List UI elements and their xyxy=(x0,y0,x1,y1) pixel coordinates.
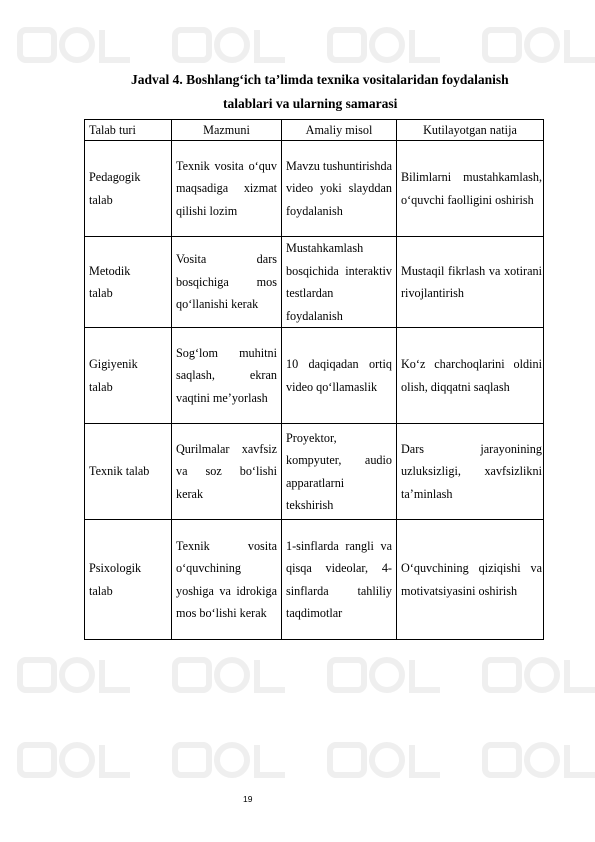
cell-result: Mustaqil fikrlash va xotirani rivojlantirish xyxy=(397,237,544,328)
cell-example: 10 daqiqadan ortiq video qo‘llamaslik xyxy=(282,328,397,424)
table-row xyxy=(85,237,544,328)
cell-result: Bilimlarni mustahkamlash, o‘quvchi faolligini oshirish xyxy=(397,141,544,237)
cell-content: Sog‘lom muhitni saqlash, ekran vaqtini me’yorlash xyxy=(172,328,282,424)
requirements-table xyxy=(84,119,544,640)
column-header-content: Mazmuni xyxy=(172,120,282,141)
cell-type: Gigiyenik talab xyxy=(85,328,172,424)
cell-result: Ko‘z charchoqlarini oldini olish, diqqatni saqlash xyxy=(397,328,544,424)
cell-content: Qurilmalar xavfsiz va soz bo‘lishi kerak xyxy=(172,424,282,520)
cell-type: Metodik talab xyxy=(85,237,172,328)
table-row xyxy=(85,520,544,640)
cell-type: Texnik talab xyxy=(85,424,172,520)
cell-content: Vosita dars bosqichiga mos qo‘llanishi kerak xyxy=(172,237,282,328)
cell-type: Pedagogik talab xyxy=(85,141,172,237)
cell-content: Texnik vosita o‘quvchining yoshiga va idrokiga mos bo‘lishi kerak xyxy=(172,520,282,640)
cell-example: Mustahkamlash bosqichida interaktiv testlardan foydalanish xyxy=(282,237,397,328)
column-header-example: Amaliy misol xyxy=(282,120,397,141)
cell-example: Proyektor, kompyuter, audio apparatlarni tekshirish xyxy=(282,424,397,520)
table-row xyxy=(85,424,544,520)
page-number: 19 xyxy=(243,794,253,804)
table-title-line-2: talablari va ularning samarasi xyxy=(223,96,398,111)
table-header-row xyxy=(85,120,544,141)
cell-content: Texnik vosita o‘quv maqsadiga xizmat qilishi lozim xyxy=(172,141,282,237)
table-row xyxy=(85,328,544,424)
cell-result: O‘quvchining qiziqishi va motivatsiyasini oshirish xyxy=(397,520,544,640)
table-row xyxy=(85,141,544,237)
column-header-type: Talab turi xyxy=(85,120,172,141)
cell-example: Mavzu tushuntirishda video yoki slayddan foydalanish xyxy=(282,141,397,237)
cell-result: Dars jarayonining uzluksizligi, xavfsizlikni ta’minlash xyxy=(397,424,544,520)
column-header-result: Kutilayotgan natija xyxy=(397,120,544,141)
table-title-line-1: Jadval 4. Boshlang‘ich ta’limda texnika vositalaridan foydalanish xyxy=(131,72,509,87)
cell-example: 1-sinflarda rangli va qisqa videolar, 4-sinflarda tahliliy taqdimotlar xyxy=(282,520,397,640)
cell-type: Psixologik talab xyxy=(85,520,172,640)
